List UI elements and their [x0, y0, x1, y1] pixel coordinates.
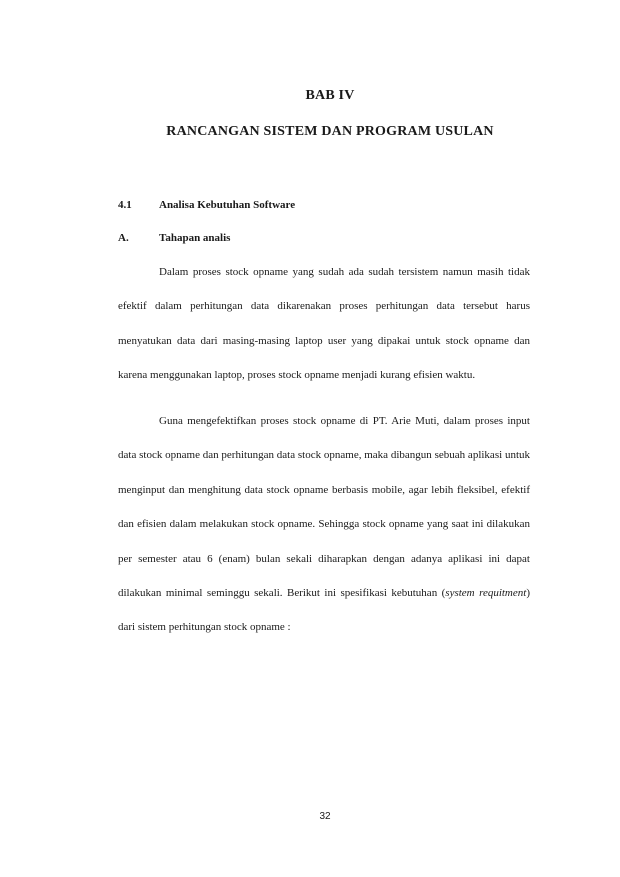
subsection-number: A. [118, 232, 129, 244]
subsection-title: Tahapan analis [159, 232, 231, 244]
chapter-title: RANCANGAN SISTEM DAN PROGRAM USULAN [166, 124, 494, 139]
section-title: Analisa Kebutuhan Software [159, 199, 296, 211]
paragraph-2-text: Guna mengefektifkan proses stock opname di PT. Arie Muti, dalam proses input data stock opname dan perhitungan data stock opname, maka dibangun sebuah aplikasi untuk menginput dan menghitung data stock opname berbasis mobile, agar lebih fleksibel, efektif dan efisien dalam melakukan stock opname. Sehingga stock opname yang saat ini dilakukan per semester atau 6 (enam) bulan sekali diharapkan dengan adanya aplikasi ini dapat dilakukan minimal seminggu sekali. Berikut ini spesifikasi kebutuhan ( [118, 415, 530, 600]
paragraph-2-italic-term: system requitment [445, 587, 527, 600]
paragraph-2-text-end: ) dari sistem perhitungan stock opname : [118, 587, 530, 634]
section-number: 4.1 [118, 199, 132, 211]
page-number: 32 [319, 811, 331, 822]
paragraph-2 [118, 404, 530, 645]
subsection-heading-a [118, 232, 230, 244]
paragraph-1: Dalam proses stock opname yang sudah ada sudah tersistem namun masih tidak efektif dalam perhitungan data dikarenakan proses perhitungan data tersebut harus menyatukan data dari masing-masing laptop user yang dipakai untuk stock opname dan karena menggunakan laptop, proses stock opname menjadi kurang efisien waktu. [118, 266, 530, 382]
chapter-number: BAB IV [305, 88, 355, 103]
section-heading-4-1 [118, 199, 295, 211]
